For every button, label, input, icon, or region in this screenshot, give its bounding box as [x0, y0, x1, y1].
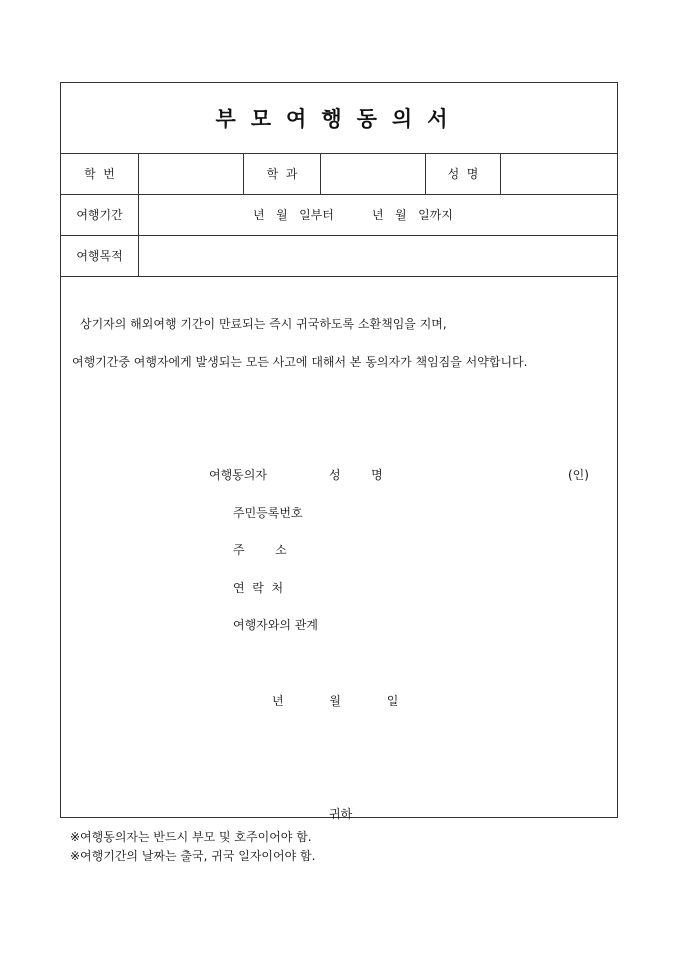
consent-form	[60, 82, 618, 821]
note-2: ※여행기간의 날짜는 출국, 귀국 일자이어야 함.	[70, 849, 316, 863]
addressee: 귀하	[329, 807, 353, 821]
relation-label: 여행자와의 관계	[233, 618, 318, 632]
name-field[interactable]	[501, 153, 618, 194]
period-field[interactable]: 년 월 일부터 년 월 일까지	[253, 208, 453, 222]
address-label: 주 소	[233, 543, 287, 557]
info-row	[61, 153, 617, 195]
period-row	[61, 194, 617, 236]
student-no-field[interactable]	[139, 153, 243, 194]
statement-line-2: 여행기간중 여행자에게 발생되는 모든 사고에 대해서 본 동의자가 책임짐을 서약합니다.	[72, 355, 528, 369]
name-label: 성 명	[447, 167, 479, 181]
seal-mark: (인)	[568, 468, 589, 482]
purpose-field[interactable]	[139, 235, 618, 276]
form-title: 부모여행동의서	[61, 83, 617, 154]
purpose-label: 여행목적	[76, 249, 123, 263]
period-label: 여행기간	[76, 208, 123, 222]
contact-label: 연 락 처	[233, 581, 284, 595]
student-no-label: 학 번	[84, 167, 115, 181]
dept-field[interactable]	[321, 153, 425, 194]
dept-label: 학 과	[266, 167, 298, 181]
consenter-label: 여행동의자	[209, 468, 267, 482]
consenter-name-label: 성 명	[329, 468, 383, 482]
note-1: ※여행동의자는 반드시 부모 및 호주이어야 함.	[70, 830, 312, 844]
date-line: 년 월 일	[272, 694, 399, 708]
purpose-row	[61, 235, 617, 277]
statement-line-1: 상기자의 해외여행 기간이 만료되는 즉시 귀국하도록 소환책임을 지며,	[80, 317, 447, 331]
divider	[138, 194, 139, 235]
resident-no-label: 주민등록번호	[233, 506, 303, 520]
